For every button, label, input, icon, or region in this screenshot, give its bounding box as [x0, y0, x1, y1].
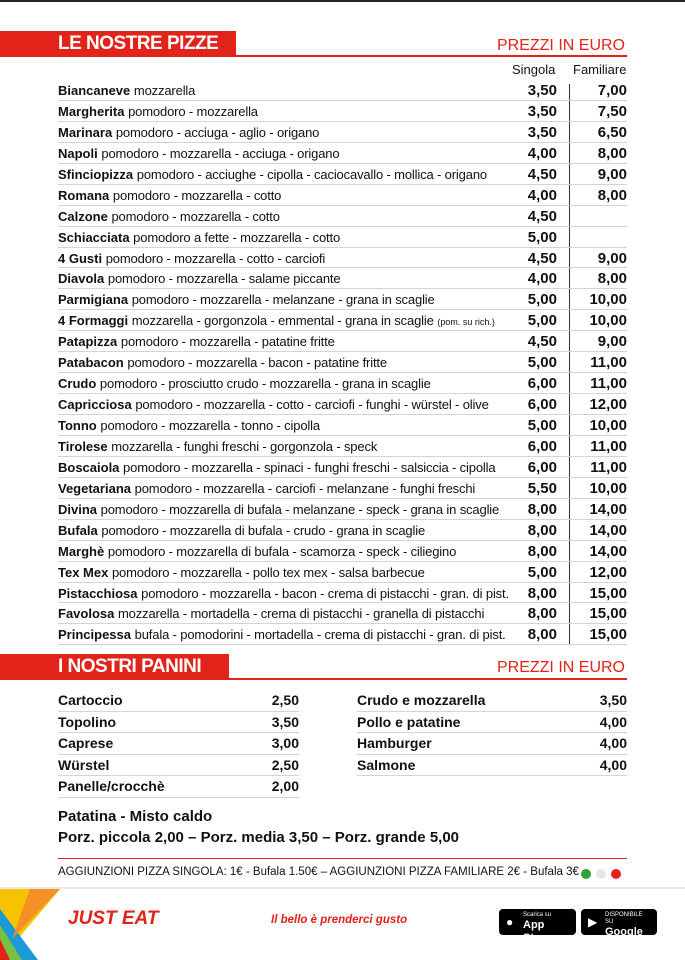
price-singola: 4,50: [527, 207, 557, 225]
pizza-ingredients: mozzarella - funghi freschi - gorgonzola - speck: [111, 438, 378, 454]
price-familiare: 11,00: [590, 437, 627, 455]
pizza-note: (pom. su rich.): [437, 317, 495, 328]
price-familiare: 12,00: [589, 563, 627, 581]
pizza-name: Marghè: [58, 543, 105, 559]
pizza-row: [58, 331, 627, 352]
pizza-ingredients: pomodoro - mozzarella - bacon - patatine fritte: [127, 355, 387, 371]
price-familiare: 10,00: [589, 417, 627, 434]
price-familiare: 9,00: [597, 249, 627, 267]
pizze-prices-label: PREZZI IN EURO: [496, 37, 625, 54]
pizza-ingredients: pomodoro - mozzarella - cotto: [111, 208, 280, 224]
price-familiare: 11,00: [590, 458, 627, 476]
pizza-ingredients: pomodoro - mozzarella - salame piccante: [107, 271, 341, 287]
pizza-ingredients: pomodoro - mozzarella - pollo tex mex - salsa barbecue: [111, 564, 425, 580]
pizza-name: Tex Mex: [58, 564, 109, 580]
col-familiare-header: Familiare: [573, 62, 627, 77]
pizza-name: Crudo: [58, 376, 97, 392]
price-singola: 5,00: [527, 291, 557, 309]
panini-prices-label: PREZZI IN EURO: [496, 659, 625, 676]
pizza-name: Vegetariana: [58, 480, 131, 496]
footer-tagline: Il bello è prenderci gusto: [271, 914, 408, 926]
play-icon: ▶: [588, 915, 598, 929]
pizza-name: Napoli: [58, 145, 98, 161]
pizza-ingredients: bufala - pomodorini - mortadella - crema di pistacchi - gran. di pist.: [134, 627, 506, 643]
price-familiare: 9,00: [597, 165, 627, 183]
price-singola: 8,00: [527, 605, 557, 623]
price-familiare: 12,00: [589, 396, 627, 414]
panino-row: [58, 776, 299, 798]
pizza-ingredients: pomodoro - acciughe - cipolla - caciocavallo - mollica - origano: [136, 166, 487, 182]
price-singola: 5,00: [527, 563, 557, 581]
panino-name: Crudo e mozzarella: [357, 692, 486, 708]
pizza-name: Divina: [58, 501, 98, 517]
pizza-ingredients: pomodoro - mozzarella di bufala - melanzane - speck - grana in scaglie: [100, 501, 500, 517]
price-singola: 4,50: [527, 249, 557, 267]
pizza-ingredients: pomodoro - mozzarella - tonno - cipolla: [100, 418, 320, 433]
patatina-block: [58, 806, 459, 848]
pizza-ingredients: pomodoro - prosciutto crudo - mozzarella - grana in scaglie: [99, 376, 431, 392]
price-familiare: 10,00: [589, 312, 627, 330]
apple-icon: ●: [506, 915, 514, 929]
panino-name: Salmone: [357, 756, 416, 773]
price-familiare: 7,00: [597, 82, 627, 99]
pizza-ingredients: mozzarella - gorgonzola - emmental - grana in scaglie: [131, 313, 434, 329]
price-singola: 6,00: [527, 458, 557, 476]
price-familiare: 15,00: [589, 626, 627, 644]
pizza-ingredients: pomodoro - mozzarella - patatine fritte: [120, 334, 335, 350]
pizza-ingredients: pomodoro - mozzarella di bufala - scamorza - speck - ciliegino: [107, 543, 457, 559]
pizza-name: Capricciosa: [58, 397, 132, 413]
pizza-row: [58, 227, 627, 248]
pizza-ingredients: pomodoro - mozzarella - acciuga - origano: [101, 145, 340, 161]
pizza-name: Patabacon: [58, 355, 124, 371]
pizza-row: [58, 562, 627, 583]
pizza-row: [58, 268, 627, 289]
price-singola: 4,00: [527, 186, 557, 204]
pizza-ingredients: pomodoro a fette - mozzarella - cotto: [133, 229, 341, 245]
pizza-row: [58, 624, 627, 645]
pizza-name: Marinara: [58, 124, 113, 140]
pizza-name: Parmigiana: [58, 292, 129, 308]
panino-row: [357, 733, 627, 755]
pizza-row: [58, 394, 627, 415]
pizza-row: [58, 206, 627, 227]
panini-left-list: [58, 690, 299, 798]
pizza-ingredients: pomodoro - acciuga - aglio - origano: [115, 124, 320, 140]
panino-price: 3,00: [271, 735, 299, 751]
price-familiare: 8,00: [597, 144, 627, 162]
pizza-row: [58, 457, 627, 478]
price-singola: 3,50: [527, 82, 557, 99]
panino-price: 4,00: [599, 756, 627, 773]
pizza-ingredients: mozzarella: [133, 83, 196, 98]
pizza-row: [58, 373, 627, 394]
panino-name: Caprese: [58, 735, 114, 751]
pizza-row: [58, 436, 627, 457]
pizza-row: [58, 352, 627, 373]
pizza-row: [58, 478, 627, 499]
price-familiare: 11,00: [590, 375, 627, 393]
pizza-row: [58, 101, 627, 122]
price-familiare: 14,00: [589, 500, 627, 518]
pizza-name: Biancaneve: [58, 83, 131, 98]
pizza-name: Diavola: [58, 271, 105, 287]
price-singola: 5,50: [527, 479, 557, 497]
pizza-ingredients: pomodoro - mozzarella - cotto - carciofi: [105, 250, 326, 266]
just-eat-logo[interactable]: JUST EAT: [68, 908, 159, 929]
additions-rule-top: [58, 858, 627, 859]
pizza-row: [58, 415, 627, 436]
price-singola: 6,00: [527, 437, 557, 455]
price-familiare: 14,00: [589, 521, 627, 539]
panini-right-list: [357, 690, 627, 776]
price-singola: 4,50: [527, 333, 557, 351]
flag-white-dot: [596, 869, 606, 879]
price-familiare: 8,00: [597, 186, 627, 204]
price-familiare: 7,50: [597, 102, 627, 120]
panino-name: Hamburger: [357, 735, 432, 751]
pizza-row: [58, 143, 627, 164]
pizza-name: Sfinciopizza: [58, 166, 134, 182]
panino-price: 2,50: [271, 756, 299, 773]
panino-price: 3,50: [271, 713, 299, 730]
price-familiare: 6,50: [597, 123, 627, 141]
pizza-name: Tonno: [58, 418, 97, 433]
pizza-ingredients: pomodoro - mozzarella - bacon - crema di pistacchi - gran. di pist.: [141, 585, 509, 601]
price-singola: 8,00: [527, 626, 557, 644]
price-singola: 5,00: [527, 354, 557, 372]
pizza-list: [58, 80, 627, 645]
pizza-name: Bufala: [58, 522, 98, 538]
pizza-row: [58, 248, 627, 269]
pizza-name: Schiacciata: [58, 229, 130, 245]
price-familiare: 11,00: [590, 354, 627, 372]
pizza-row: [58, 164, 627, 185]
additions-text: AGGIUNZIONI PIZZA SINGOLA: 1€ - Bufala 1.50€ – AGGIUNZIONI PIZZA FAMILIARE 2€ - Bufala 3€: [58, 866, 579, 878]
panino-row: [357, 755, 627, 777]
panino-name: Cartoccio: [58, 692, 123, 708]
pizza-name: Favolosa: [58, 606, 115, 622]
pizza-row: [58, 541, 627, 562]
price-singola: 5,00: [527, 312, 557, 330]
price-singola: 5,00: [527, 417, 557, 434]
price-singola: 3,50: [527, 102, 557, 120]
panino-name: Würstel: [58, 756, 110, 773]
pizza-name: Patapizza: [58, 334, 118, 350]
panino-row: [357, 712, 627, 734]
pizza-row: [58, 603, 627, 624]
pizza-name: 4 Gusti: [58, 250, 103, 266]
pizza-row: [58, 310, 627, 331]
pizza-name: Principessa: [58, 627, 131, 643]
price-singola: 8,00: [527, 521, 557, 539]
pizza-ingredients: pomodoro - mozzarella - carciofi - melanzane - funghi freschi: [134, 480, 476, 496]
panino-name: Panelle/crocchè: [58, 778, 165, 794]
panino-row: [58, 712, 299, 734]
price-singola: 6,00: [527, 396, 557, 414]
pizza-name: Margherita: [58, 103, 125, 119]
pizza-name: Calzone: [58, 208, 108, 224]
price-singola: 8,00: [527, 542, 557, 560]
pizza-row: [58, 583, 627, 604]
price-singola: 6,00: [527, 375, 557, 393]
price-familiare: 8,00: [597, 270, 627, 288]
panino-price: 2,50: [271, 692, 299, 708]
panini-section-title: I NOSTRI PANINI: [0, 654, 229, 680]
price-singola: 4,00: [527, 144, 557, 162]
pizza-name: Pistacchiosa: [58, 585, 138, 601]
price-familiare: 10,00: [589, 291, 627, 309]
price-singola: 4,00: [527, 270, 557, 288]
price-familiare: 15,00: [589, 584, 627, 602]
patatina-portions: Porz. piccola 2,00 – Porz. media 3,50 – Porz. grande 5,00: [58, 829, 460, 846]
pizza-ingredients: pomodoro - mozzarella - cotto - carciofi - funghi - würstel - olive: [135, 397, 489, 413]
footer-rule: [0, 887, 685, 889]
pizza-row: [58, 520, 627, 541]
pizza-row: [58, 122, 627, 143]
panino-price: 3,50: [599, 692, 627, 708]
pizza-ingredients: mozzarella - mortadella - crema di pistacchi - granella di pistacchi: [117, 606, 485, 622]
panino-name: Topolino: [58, 713, 117, 730]
pizza-row: [58, 499, 627, 520]
pizza-row: [58, 289, 627, 310]
panino-price: 2,00: [271, 778, 299, 794]
pizza-name: Tirolese: [58, 438, 108, 454]
price-familiare: 9,00: [597, 333, 627, 351]
pizza-ingredients: pomodoro - mozzarella - melanzane - grana in scaglie: [131, 292, 435, 308]
panino-row: [58, 690, 299, 712]
pizza-name: 4 Formaggi: [58, 313, 129, 329]
col-singola-header: Singola: [512, 62, 556, 77]
panini-header-rule: [0, 678, 627, 680]
price-singola: 8,00: [527, 584, 557, 602]
panino-row: [58, 755, 299, 777]
pizza-ingredients: pomodoro - mozzarella - spinaci - funghi freschi - salsiccia - cipolla: [123, 459, 496, 475]
flag-red-dot: [611, 869, 621, 879]
price-familiare: 15,00: [589, 605, 627, 623]
panino-row: [58, 733, 299, 755]
price-singola: 8,00: [527, 500, 557, 518]
pizze-header-rule: [0, 55, 627, 57]
app-store-badge[interactable]: ● Scarica su App Store: [499, 909, 576, 935]
pizza-row: [58, 185, 627, 206]
price-singola: 4,50: [527, 165, 557, 183]
price-singola: 3,50: [527, 123, 557, 141]
panino-price: 4,00: [599, 713, 627, 730]
patatina-title: Patatina - Misto caldo: [58, 808, 213, 825]
price-familiare: 14,00: [589, 542, 627, 560]
top-border: [0, 0, 685, 2]
flag-green-dot: [581, 869, 591, 879]
pizza-name: Boscaiola: [58, 459, 120, 475]
pizza-ingredients: pomodoro - mozzarella di bufala - crudo - grana in scaglie: [101, 522, 426, 538]
pizze-section-title: LE NOSTRE PIZZE: [0, 31, 236, 57]
pizza-ingredients: pomodoro - mozzarella - cotto: [112, 187, 282, 203]
price-singola: 5,00: [527, 228, 557, 246]
price-familiare: 10,00: [589, 479, 627, 497]
pizza-row: [58, 80, 627, 101]
google-play-badge[interactable]: ▶ DISPONIBILE SU Google Play: [581, 909, 657, 935]
pizza-name: Romana: [58, 187, 110, 203]
panino-name: Pollo e patatine: [357, 713, 461, 730]
pizza-ingredients: pomodoro - mozzarella: [128, 103, 258, 119]
panino-row: [357, 690, 627, 712]
panino-price: 4,00: [599, 735, 627, 751]
rainbow-corner-graphic: [0, 889, 60, 960]
